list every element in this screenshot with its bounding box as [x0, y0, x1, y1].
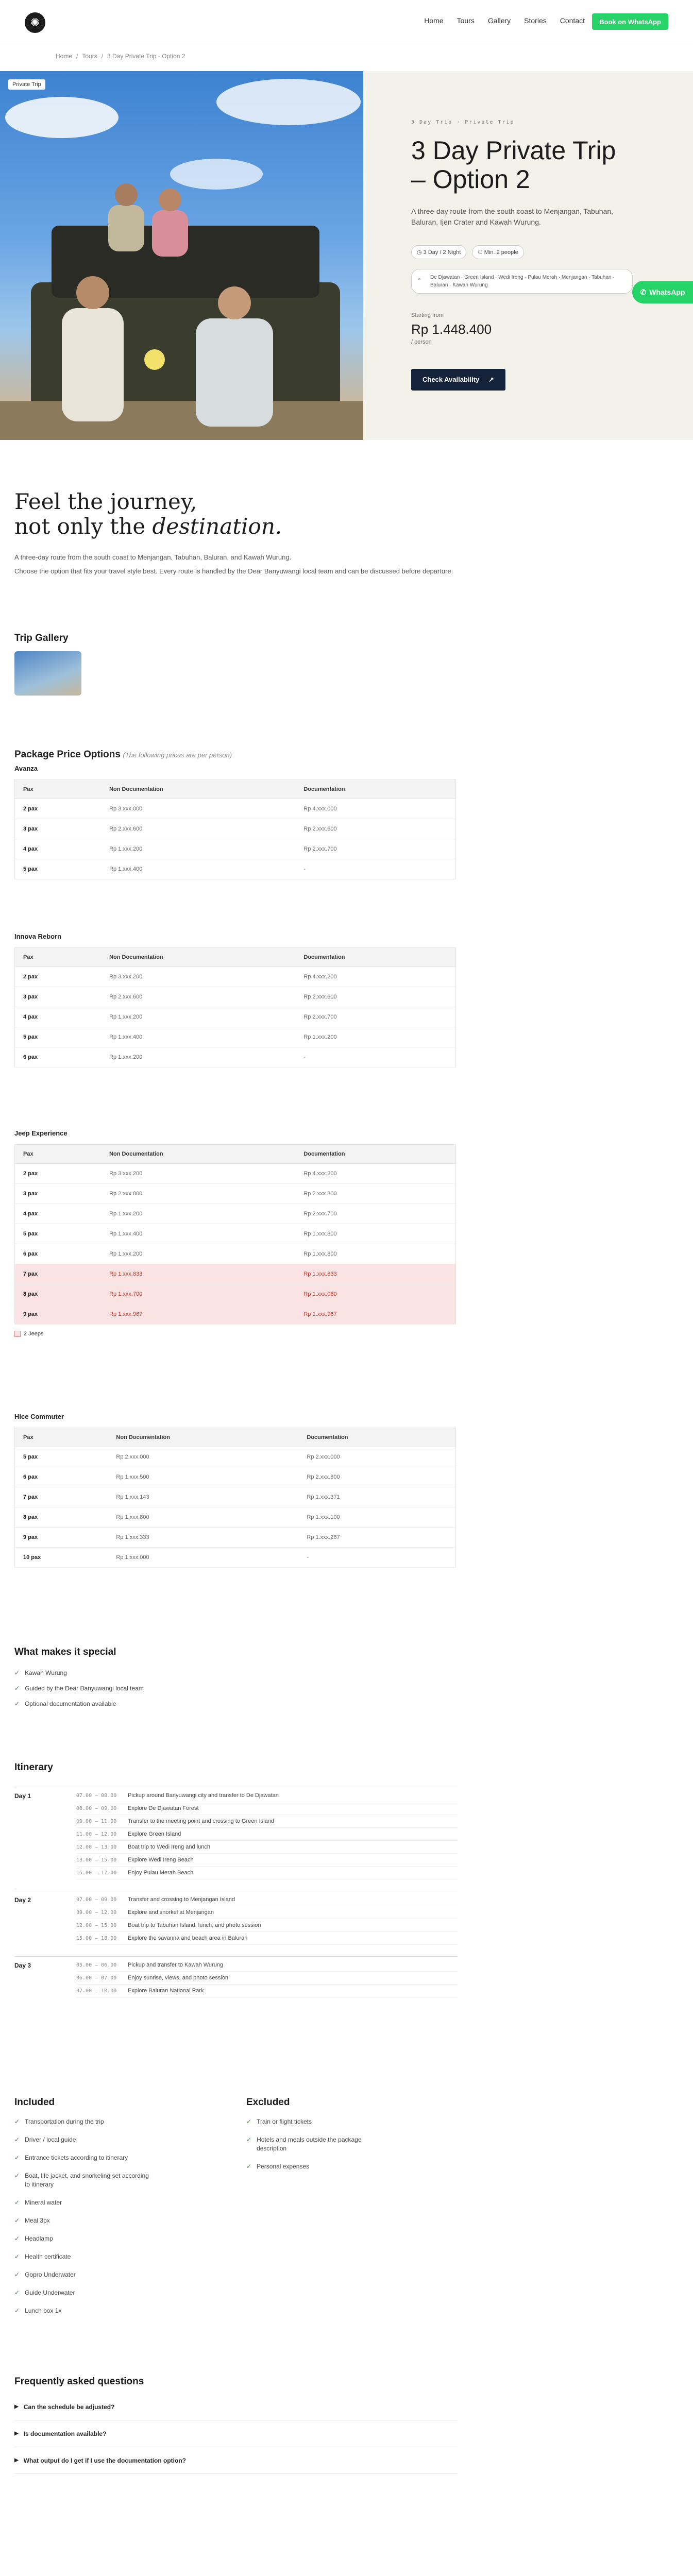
hero-illustration: [0, 71, 363, 440]
price-table: [14, 779, 456, 879]
hero-tag: Private Trip: [8, 79, 45, 90]
table-header-cell: Non Documentation: [108, 1428, 298, 1447]
table-header-cell: Pax: [15, 780, 102, 799]
check-icon: ✓: [14, 1669, 20, 1676]
excluded-title: Excluded: [246, 2097, 290, 2108]
itinerary-activity: Explore Green Island: [128, 1831, 181, 1837]
itinerary-item: [76, 1972, 458, 1985]
table-cell: 2 pax: [15, 1164, 102, 1184]
floating-whatsapp-button[interactable]: ✆ WhatsApp: [632, 281, 693, 303]
vehicle-name: Jeep Experience: [14, 1129, 67, 1137]
table-cell: Rp 1.xxx.833: [101, 1264, 295, 1284]
table-row: [15, 1244, 456, 1264]
pricing-heading: [14, 749, 458, 760]
table-cell: Rp 1.xxx.967: [101, 1304, 295, 1325]
table-row: [15, 839, 456, 859]
table-cell: Rp 2.xxx.700: [295, 1007, 455, 1027]
itinerary-activity: Transfer to the meeting point and crossing to Green Island: [128, 1818, 274, 1824]
table-cell: 2 pax: [15, 799, 102, 819]
intro-paragraph-1: A three-day route from the south coast to Menjangan, Tabuhan, Baluran, and Kawah Wurung.: [14, 553, 292, 561]
table-row: [15, 1548, 456, 1568]
price-table-block: [14, 1413, 458, 1568]
gallery-title: Trip Gallery: [14, 633, 69, 643]
table-cell: Rp 1.xxx.267: [298, 1528, 455, 1548]
site-logo[interactable]: ✺: [25, 12, 45, 33]
table-cell: Rp 1.xxx.000: [108, 1548, 298, 1568]
table-cell: Rp 2.xxx.600: [295, 987, 455, 1007]
check-icon: ✓: [14, 1700, 20, 1707]
price-table-block: [14, 1129, 458, 1337]
table-cell: 8 pax: [15, 1284, 102, 1304]
itinerary-time: 12.00 — 15.00: [76, 1922, 117, 1928]
itinerary-time: 11.00 — 12.00: [76, 1831, 117, 1837]
table-cell: Rp 1.xxx.200: [101, 1244, 295, 1264]
route-text: De Djawatan · Green Island · Wedi Ireng · Pulau Merah · Menjangan · Tabuhan · Baluran · Kawah Wurung: [430, 275, 615, 288]
table-row: [15, 987, 456, 1007]
table-cell: 10 pax: [15, 1548, 108, 1568]
table-row: [15, 799, 456, 819]
vehicle-name: Innova Reborn: [14, 933, 62, 940]
table-cell: Rp 1.xxx.371: [298, 1487, 455, 1507]
table-header-cell: Documentation: [295, 780, 455, 799]
table-cell: 9 pax: [15, 1304, 102, 1325]
excluded-section: [246, 2097, 463, 2180]
legend-label: 2 Jeeps: [24, 1331, 44, 1337]
included-item-text: Driver / local guide: [25, 2136, 76, 2143]
check-icon: ✓: [246, 2136, 252, 2143]
check-icon: ✓: [14, 2235, 20, 2242]
included-item-text: Transportation during the trip: [25, 2118, 104, 2125]
table-header-cell: Non Documentation: [101, 1145, 295, 1164]
hero-price: Rp 1.448.400: [411, 321, 492, 337]
vehicle-name: Avanza: [14, 765, 38, 772]
itinerary-title: Itinerary: [14, 1762, 53, 1773]
table-cell: Rp 2.xxx.800: [101, 1184, 295, 1204]
itinerary-activity: Transfer and crossing to Menjangan Island: [128, 1896, 235, 1903]
table-cell: 7 pax: [15, 1264, 102, 1284]
chevron-right-icon: ▶: [14, 2458, 19, 2463]
included-item: [14, 2117, 154, 2126]
table-row: [15, 1164, 456, 1184]
itinerary-section: [14, 1762, 458, 2009]
table-header-cell: Non Documentation: [101, 780, 295, 799]
chevron-right-icon: ▶: [14, 2431, 19, 2436]
itinerary-item: [76, 1893, 458, 1906]
price-legend: [14, 1331, 458, 1337]
itinerary-item: [76, 1906, 458, 1919]
table-cell: Rp 1.xxx.500: [108, 1467, 298, 1487]
table-cell: 6 pax: [15, 1467, 108, 1487]
table-row: [15, 1467, 456, 1487]
itinerary-time: 12.00 — 13.00: [76, 1844, 117, 1850]
check-icon: ✓: [14, 2289, 20, 2296]
faq-question: Is documentation available?: [23, 2430, 107, 2437]
table-cell: 4 pax: [15, 1204, 102, 1224]
check-icon: ✓: [14, 2172, 20, 2179]
table-row: [15, 1027, 456, 1047]
included-section: [14, 2097, 231, 2325]
table-row: [15, 1487, 456, 1507]
check-icon: ✓: [14, 1685, 20, 1692]
nav-contact[interactable]: Contact: [560, 16, 585, 25]
hero-meta: 3 Day Trip · Private Trip: [411, 120, 515, 125]
price-table-block: [14, 933, 458, 1067]
hero-description: A three-day route from the south coast to Menjangan, Tabuhan, Baluran, Ijen Crater and Kawah Wurung.: [411, 207, 613, 226]
chevron-right-icon: ▶: [14, 2404, 19, 2410]
table-cell: 6 pax: [15, 1244, 102, 1264]
itinerary-activity: Explore Wedi Ireng Beach: [128, 1857, 194, 1863]
itinerary-item: [76, 1789, 458, 1802]
breadcrumb-current: 3 Day Private Trip - Option 2: [107, 53, 185, 60]
table-cell: 8 pax: [15, 1507, 108, 1528]
table-cell: Rp 3.xxx.000: [101, 799, 295, 819]
faq-item[interactable]: [14, 2420, 458, 2447]
table-cell: Rp 2.xxx.000: [108, 1447, 298, 1467]
itinerary-item: [76, 1985, 458, 1997]
table-cell: 3 pax: [15, 1184, 102, 1204]
itinerary-item: [76, 1815, 458, 1828]
included-item: [14, 2252, 154, 2261]
itinerary-time: 07.00 — 08.00: [76, 1792, 117, 1799]
table-row: [15, 1047, 456, 1067]
pricing-section: [14, 749, 458, 760]
table-header-cell: Documentation: [295, 948, 455, 967]
included-item: [14, 2289, 154, 2297]
table-row: [15, 819, 456, 839]
arrow-icon: ↗: [488, 376, 494, 383]
itinerary-time: 15.00 — 18.00: [76, 1935, 117, 1941]
breadcrumb-tours[interactable]: Tours: [82, 53, 97, 60]
itinerary-activity: Explore De Djawatan Forest: [128, 1805, 199, 1811]
price-table: [14, 1428, 456, 1568]
check-icon: ✓: [246, 2118, 252, 2125]
table-cell: 5 pax: [15, 1447, 108, 1467]
site-header: [0, 0, 693, 43]
hero-chips: [411, 245, 527, 259]
faq-item[interactable]: [14, 2394, 458, 2420]
table-cell: Rp 1.xxx.200: [295, 1027, 455, 1047]
hero-title: [411, 136, 616, 194]
included-item-text: Entrance tickets according to itinerary: [25, 2154, 128, 2161]
pricing-title: Package Price Options: [14, 749, 121, 760]
itinerary-time: 07.00 — 09.00: [76, 1896, 117, 1903]
included-item-text: Headlamp: [25, 2235, 53, 2242]
itinerary-activity: Pickup around Banyuwangi city and transfer to De Djawatan: [128, 1792, 279, 1799]
table-header-cell: Pax: [15, 948, 102, 967]
table-cell: Rp 2.xxx.600: [101, 819, 295, 839]
breadcrumb-sep: /: [101, 53, 104, 60]
gallery-thumbnail[interactable]: [14, 651, 81, 696]
itinerary-day-label: Day 2: [14, 1896, 31, 1904]
check-icon: ✓: [14, 2271, 20, 2278]
table-cell: Rp 1.xxx.800: [295, 1224, 455, 1244]
special-section: [14, 1647, 458, 1711]
table-cell: Rp 1.xxx.400: [101, 1027, 295, 1047]
price-label: Starting from: [411, 312, 444, 318]
price-table-block: [14, 765, 458, 879]
table-cell: -: [295, 859, 455, 879]
included-title: Included: [14, 2097, 55, 2108]
table-row: [15, 859, 456, 879]
included-item: [14, 2307, 154, 2315]
table-cell: -: [295, 1047, 455, 1067]
faq-title: Frequently asked questions: [14, 2376, 144, 2387]
table-row: [15, 1528, 456, 1548]
table-header-row: [15, 1428, 456, 1447]
table-row: [15, 1447, 456, 1467]
hero-photo: [0, 71, 363, 440]
table-cell: Rp 4.xxx.200: [295, 967, 455, 987]
check-icon: ✓: [14, 2154, 20, 2161]
table-cell: 9 pax: [15, 1528, 108, 1548]
itinerary-list: [76, 1959, 458, 1997]
people-chip: ⚇ Min. 2 people: [472, 245, 524, 259]
book-whatsapp-button[interactable]: Book on WhatsApp: [592, 13, 668, 30]
table-cell: 7 pax: [15, 1487, 108, 1507]
intro-heading: [14, 489, 458, 539]
itinerary-activity: Explore the savanna and beach area in Baluran: [128, 1935, 248, 1941]
table-cell: Rp 1.xxx.700: [101, 1284, 295, 1304]
table-cell: Rp 2.xxx.700: [295, 839, 455, 859]
price-per: / person: [411, 339, 432, 345]
whatsapp-icon: ✆: [640, 287, 647, 296]
duration-chip: ◷ 3 Day / 2 Night: [411, 245, 466, 259]
breadcrumb: [56, 53, 185, 60]
check-icon: ✓: [14, 2217, 20, 2224]
nav-stories[interactable]: Stories: [524, 16, 547, 25]
table-cell: Rp 3.xxx.200: [101, 967, 295, 987]
table-cell: Rp 2.xxx.800: [298, 1467, 455, 1487]
nav-tours[interactable]: Tours: [457, 16, 475, 25]
table-header-cell: Documentation: [298, 1428, 455, 1447]
check-availability-button[interactable]: Check Availability ↗: [411, 369, 505, 391]
special-item: ✓ Guided by the Dear Banyuwangi local team: [14, 1685, 144, 1692]
itinerary-item: [76, 1932, 458, 1945]
table-cell: Rp 3.xxx.200: [101, 1164, 295, 1184]
table-header-cell: Documentation: [295, 1145, 455, 1164]
itinerary-time: 09.00 — 12.00: [76, 1909, 117, 1916]
check-icon: ✓: [14, 2253, 20, 2260]
itinerary-item: [76, 1802, 458, 1815]
included-item: [14, 2136, 154, 2144]
included-item-text: Health certificate: [25, 2253, 71, 2260]
special-title: What makes it special: [14, 1647, 116, 1657]
included-item: [14, 2234, 154, 2243]
check-icon: ✓: [14, 2136, 20, 2143]
included-item: [14, 2172, 154, 2189]
table-cell: Rp 1.xxx.400: [101, 1224, 295, 1244]
hero-title-line2: – Option 2: [411, 165, 530, 194]
hero-panel: [363, 71, 693, 440]
included-item-text: Mineral water: [25, 2199, 62, 2206]
itinerary-list: [76, 1789, 458, 1879]
table-cell: Rp 1.xxx.143: [108, 1487, 298, 1507]
included-item-text: Gopro Underwater: [25, 2271, 76, 2278]
table-cell: Rp 1.xxx.400: [101, 859, 295, 879]
table-cell: Rp 2.xxx.600: [101, 987, 295, 1007]
itinerary-time: 08.00 — 09.00: [76, 1805, 117, 1811]
table-row: [15, 1007, 456, 1027]
breadcrumb-home[interactable]: Home: [56, 53, 73, 60]
itinerary-item: [76, 1919, 458, 1932]
gallery-section: [14, 633, 458, 696]
included-item: [14, 2198, 154, 2207]
table-cell: 2 pax: [15, 967, 102, 987]
table-cell: 6 pax: [15, 1047, 102, 1067]
excluded-item: [246, 2136, 385, 2153]
intro-section: [14, 489, 458, 576]
excluded-item: [246, 2162, 385, 2171]
itinerary-item: [76, 1959, 458, 1972]
faq-section: [14, 2376, 458, 2474]
special-item: ✓ Kawah Wurung: [14, 1669, 67, 1676]
check-icon: ✓: [246, 2163, 252, 2170]
itinerary-activity: Explore and snorkel at Menjangan: [128, 1909, 214, 1916]
table-cell: 4 pax: [15, 839, 102, 859]
excluded-item-text: Personal expenses: [257, 2163, 310, 2170]
table-cell: -: [298, 1548, 455, 1568]
table-cell: Rp 2.xxx.600: [295, 819, 455, 839]
table-row: [15, 1184, 456, 1204]
faq-question: Can the schedule be adjusted?: [23, 2403, 115, 2411]
table-row: [15, 1284, 456, 1304]
itinerary-time: 05.00 — 06.00: [76, 1962, 117, 1968]
table-cell: 5 pax: [15, 1224, 102, 1244]
table-header-cell: Pax: [15, 1428, 108, 1447]
table-row: [15, 1507, 456, 1528]
included-item-text: Guide Underwater: [25, 2289, 75, 2296]
itinerary-day: [14, 1891, 458, 1945]
included-item: [14, 2270, 154, 2279]
table-cell: Rp 1.xxx.800: [295, 1244, 455, 1264]
table-cell: Rp 1.xxx.200: [101, 1007, 295, 1027]
table-cell: Rp 2.xxx.800: [295, 1184, 455, 1204]
table-cell: Rp 2.xxx.700: [295, 1204, 455, 1224]
table-cell: 5 pax: [15, 1027, 102, 1047]
table-cell: 4 pax: [15, 1007, 102, 1027]
pricing-note: (The following prices are per person): [123, 751, 232, 759]
itinerary-item: [76, 1828, 458, 1841]
nav-home[interactable]: Home: [424, 16, 444, 25]
itinerary-day: [14, 1956, 458, 1997]
excluded-item-text: Train or flight tickets: [257, 2118, 312, 2125]
itinerary-day-label: Day 3: [14, 1962, 31, 1969]
included-item: [14, 2216, 154, 2225]
itinerary-activity: Explore Baluran National Park: [128, 1988, 204, 1994]
table-row: [15, 1304, 456, 1325]
special-list: [14, 1665, 458, 1711]
itinerary-day: [14, 1787, 458, 1879]
table-cell: 3 pax: [15, 987, 102, 1007]
itinerary-time: 13.00 — 15.00: [76, 1857, 117, 1863]
itinerary-item: [76, 1867, 458, 1879]
itinerary-item: [76, 1841, 458, 1854]
intro-paragraph-2: Choose the option that fits your travel style best. Every route is handled by the Dear Banyuwangi local team and can be discussed before departure.: [14, 567, 453, 575]
check-icon: ✓: [14, 2118, 20, 2125]
excluded-item-text: Hotels and meals outside the package description: [257, 2136, 362, 2152]
table-row: [15, 1204, 456, 1224]
faq-question: What output do I get if I use the documentation option?: [23, 2456, 186, 2464]
route-icon: ⌖: [418, 277, 421, 282]
itinerary-time: 15.00 — 17.00: [76, 1870, 117, 1876]
table-header-cell: Pax: [15, 1145, 102, 1164]
table-cell: Rp 1.xxx.200: [101, 1047, 295, 1067]
table-cell: Rp 1.xxx.200: [101, 1204, 295, 1224]
table-cell: 5 pax: [15, 859, 102, 879]
vehicle-name: Hice Commuter: [14, 1413, 64, 1420]
table-cell: 3 pax: [15, 819, 102, 839]
table-cell: Rp 1.xxx.200: [101, 839, 295, 859]
itinerary-activity: Boat trip to Tabuhan Island, lunch, and photo session: [128, 1922, 261, 1928]
route-chip: [411, 269, 633, 294]
table-row: [15, 1224, 456, 1244]
check-icon: ✓: [14, 2307, 20, 2314]
included-item-text: Meal 3px: [25, 2217, 50, 2224]
table-cell: Rp 1.xxx.800: [108, 1507, 298, 1528]
intro-heading-line2: not only the destination.: [14, 514, 282, 539]
table-header-row: [15, 948, 456, 967]
table-cell: Rp 4.xxx.000: [295, 799, 455, 819]
table-header-row: [15, 780, 456, 799]
table-cell: Rp 1.xxx.333: [108, 1528, 298, 1548]
table-cell: Rp 1.xxx.833: [295, 1264, 455, 1284]
itinerary-day-label: Day 1: [14, 1792, 31, 1800]
table-header-row: [15, 1145, 456, 1164]
included-item-text: Boat, life jacket, and snorkeling set according to itinerary: [25, 2172, 149, 2188]
itinerary-activity: Enjoy sunrise, views, and photo session: [128, 1975, 229, 1981]
itinerary-time: 06.00 — 07.00: [76, 1975, 117, 1981]
main-nav: [424, 16, 585, 25]
included-item: [14, 2154, 154, 2162]
price-table: [14, 1144, 456, 1325]
table-cell: Rp 1.xxx.060: [295, 1284, 455, 1304]
faq-item[interactable]: [14, 2447, 458, 2474]
table-header-cell: Non Documentation: [101, 948, 295, 967]
itinerary-list: [76, 1893, 458, 1945]
table-row: [15, 967, 456, 987]
check-icon: ✓: [14, 2199, 20, 2206]
itinerary-activity: Boat trip to Wedi Ireng and lunch: [128, 1844, 211, 1850]
included-item-text: Lunch box 1x: [25, 2307, 62, 2314]
excluded-item: [246, 2117, 385, 2126]
nav-gallery[interactable]: Gallery: [487, 16, 511, 25]
itinerary-activity: Pickup and transfer to Kawah Wurung: [128, 1962, 224, 1968]
table-cell: Rp 1.xxx.967: [295, 1304, 455, 1325]
itinerary-time: 07.00 — 10.00: [76, 1988, 117, 1994]
legend-swatch: [14, 1331, 21, 1337]
table-row: [15, 1264, 456, 1284]
price-table: [14, 947, 456, 1067]
table-cell: Rp 1.xxx.100: [298, 1507, 455, 1528]
itinerary-item: [76, 1854, 458, 1867]
itinerary-time: 09.00 — 11.00: [76, 1818, 117, 1824]
special-item: ✓ Optional documentation available: [14, 1700, 116, 1707]
itinerary-activity: Enjoy Pulau Merah Beach: [128, 1870, 194, 1876]
breadcrumb-sep: /: [76, 53, 78, 60]
table-cell: Rp 4.xxx.200: [295, 1164, 455, 1184]
table-cell: Rp 2.xxx.000: [298, 1447, 455, 1467]
hero-title-line1: 3 Day Private Trip: [411, 136, 616, 165]
intro-heading-line1: Feel the journey,: [14, 489, 197, 514]
